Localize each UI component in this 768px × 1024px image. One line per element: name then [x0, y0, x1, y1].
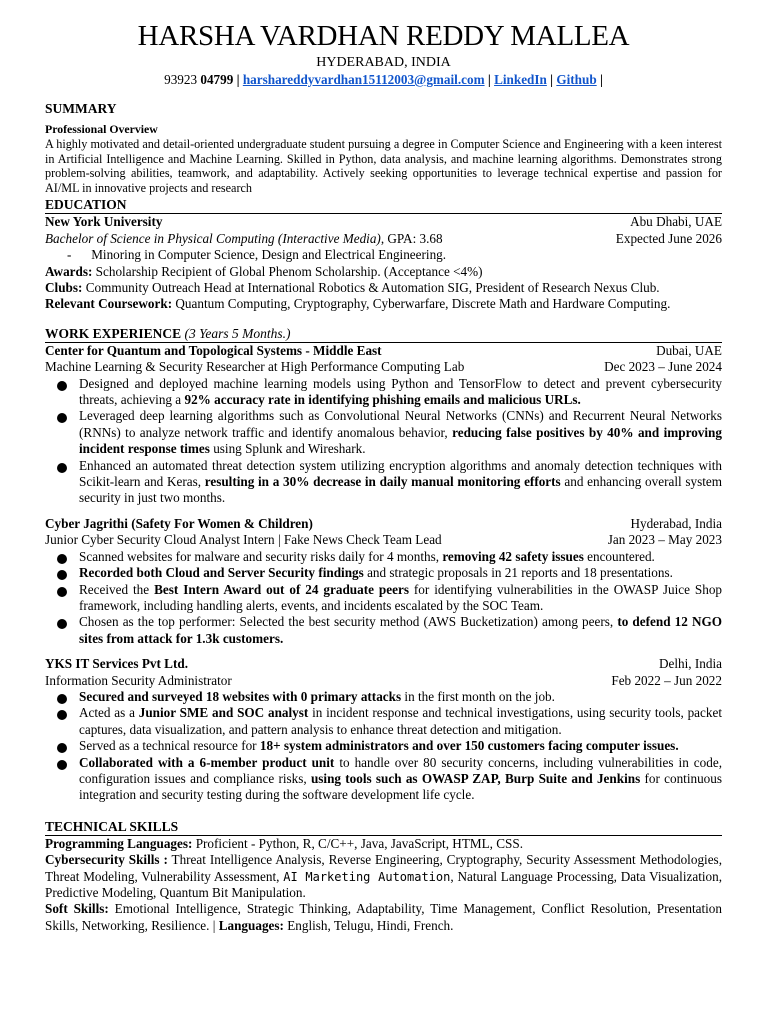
education-heading: EDUCATION — [45, 196, 722, 214]
programming-label: Programming Languages: — [45, 835, 193, 851]
job-org-row — [45, 343, 722, 359]
languages-label: Languages: — [218, 917, 284, 933]
list-item — [45, 565, 722, 581]
job-location: Delhi, India — [659, 656, 722, 672]
work-heading: WORK EXPERIENCE — [45, 325, 182, 341]
languages-text: English, Telugu, Hindi, French. — [283, 917, 454, 933]
bullet-highlight: reducing false positives by 40% and improving incident response times — [79, 424, 722, 457]
job-role-row — [45, 359, 722, 375]
cybersecurity-skills-line — [45, 852, 722, 901]
bullet-text: Served as a technical resource for — [79, 738, 260, 754]
bullet-text: using Splunk and Wireshark. — [209, 441, 366, 457]
expected-graduation: Expected June 2026 — [615, 230, 722, 246]
bullet-text: encountered. — [583, 548, 655, 564]
bullet-highlight: Secured and surveyed 18 websites with 0 primary attacks — [79, 688, 402, 704]
bullet-icon — [57, 619, 67, 629]
bullet-icon — [57, 710, 67, 720]
awards-text: Scholarship Recipient of Global Phenom Scholarship. (Acceptance <4%) — [92, 263, 483, 279]
cybersecurity-label: Cybersecurity Skills : — [45, 852, 168, 868]
soft-skills-text: Emotional Intelligence, Strategic Thinking, Adaptability, Time Management, Conflict Resolution, Presentation Skills, Networking, Resilience. | — [45, 901, 722, 933]
phone-prefix: 93923 — [164, 72, 201, 87]
job-role-row — [45, 532, 722, 548]
email-link[interactable]: harshareddyvardhan15112003@gmail.com — [242, 72, 485, 87]
bullet-text: for continuous integration and security testing during the software development life cycle. — [79, 770, 722, 803]
minor-dash: - — [67, 247, 72, 263]
bullet-highlight: to defend 12 NGO sites from attack for 1.3k customers. — [79, 614, 723, 646]
summary-subheading: Professional Overview — [45, 122, 158, 136]
soft-skills-label: Soft Skills: — [45, 901, 109, 917]
bullet-text: Acted as a — [79, 705, 139, 721]
bullet-icon — [57, 554, 67, 564]
bullet-icon — [57, 570, 67, 580]
education-degree-row — [45, 231, 722, 247]
job-role-row — [45, 673, 722, 689]
job-role: Information Security Administrator — [45, 672, 232, 688]
resume-page — [45, 18, 722, 934]
degree-line — [45, 231, 443, 247]
bullet-text: for identifying vulnerabilities in the OWASP Juice Shop framework, including handling alerts, events, and incidents escalated by the SOC Team. — [79, 581, 723, 613]
clubs-label: Clubs: — [45, 280, 83, 295]
bullet-highlight: Collaborated with a 6-member product unit — [79, 754, 335, 770]
github-link[interactable]: Github — [556, 72, 597, 87]
work-heading-row — [45, 325, 722, 343]
bullet-highlight: resulting in a 30% decrease in daily manual monitoring efforts — [204, 474, 561, 490]
summary-text: A highly motivated and detail-oriented undergraduate student pursuing a degree in Computer Science and Engineering with a keen interest in Artificial Intelligence and Machine Learning. Skilled in Python, data analysis, and machine learning algorithms. Demonstrates strong problem-solving abilities, teamwork, and adaptability. Actively seeking opportunities to leverage technical expertise and passion for AI/ML in innovative projects and research — [45, 137, 722, 195]
summary-heading: SUMMARY — [45, 101, 117, 116]
phone-suffix: 04799 — [200, 72, 234, 87]
job-bullets — [45, 549, 722, 647]
bullet-text: in incident response and technical investigations, using security tools, packet captures, data visualization, and pattern analysis to enhance threat detection and mitigation. — [79, 705, 722, 737]
contact-separator: | — [233, 72, 243, 87]
job-org-row — [45, 656, 722, 672]
bullet-text: and strategic proposals in 21 reports and 18 presentations. — [363, 565, 673, 581]
list-item — [45, 705, 722, 738]
bullet-text: Chosen as the top performer: Selected the best security method (AWS Bucketization) among peers, — [79, 614, 618, 630]
list-item — [45, 458, 722, 507]
cybersecurity-mono-text: AI Marketing Automation — [283, 869, 451, 884]
bullet-highlight: Junior SME and SOC analyst — [138, 705, 309, 721]
skills-heading: TECHNICAL SKILLS — [45, 818, 722, 836]
candidate-location: HYDERABAD, INDIA — [316, 55, 451, 70]
bullet-icon — [57, 463, 67, 473]
bullet-icon — [57, 381, 67, 391]
education-school-row — [45, 214, 722, 230]
bullet-text: Scanned websites for malware and security risks daily for 4 months, — [79, 548, 443, 564]
soft-skills-line — [45, 901, 722, 934]
school-location: Abu Dhabi, UAE — [630, 214, 722, 230]
bullet-highlight: using tools such as OWASP ZAP, Burp Suite and Jenkins — [310, 770, 641, 786]
programming-text: Proficient - Python, R, C/C++, Java, JavaScript, HTML, CSS. — [192, 835, 524, 851]
bullet-highlight: removing 42 safety issues — [442, 548, 584, 564]
awards-label: Awards: — [45, 263, 93, 279]
list-item — [45, 738, 722, 754]
job-org: YKS IT Services Pvt Ltd. — [45, 656, 188, 672]
bullet-highlight: 18+ system administrators and over 150 customers facing computer issues. — [259, 738, 679, 754]
bullet-icon — [57, 694, 67, 704]
contact-separator: | — [484, 72, 495, 87]
coursework-line — [45, 296, 722, 312]
job-org: Center for Quantum and Topological Systems - Middle East — [45, 342, 382, 358]
job-location: Hyderabad, India — [630, 515, 722, 531]
programming-languages-line — [45, 836, 722, 852]
cybersecurity-text: , Natural Language Processing, Data Visualization, Predictive Modeling, Quantum Bit Manipulation. — [45, 868, 723, 900]
minor-line — [45, 247, 722, 263]
list-item — [45, 582, 722, 615]
coursework-text: Quantum Computing, Cryptography, Cyberwarfare, Discrete Math and Hardware Computing. — [172, 296, 671, 312]
contact-separator: | — [546, 72, 557, 87]
list-item — [45, 689, 722, 705]
awards-line — [45, 264, 722, 280]
contact-separator: | — [596, 72, 603, 87]
list-item — [45, 408, 722, 457]
work-duration: (3 Years 5 Months.) — [184, 325, 291, 341]
bullet-text: Enhanced an automated threat detection system utilizing encryption algorithms and anomaly detection techniques with Scikit-learn and Keras, — [79, 457, 722, 490]
minor-text: Minoring in Computer Science, Design and Electrical Engineering. — [91, 247, 447, 263]
list-item — [45, 755, 722, 804]
bullet-text: to handle over 80 security concerns, including vulnerabilities in code, configuration issues and compliance risks, — [79, 754, 722, 786]
candidate-name: HARSHA VARDHAN REDDY MALLEA — [137, 20, 630, 52]
linkedin-link[interactable]: LinkedIn — [494, 72, 547, 87]
bullet-highlight: 92% accuracy rate in identifying phishing emails and malicious URLs. — [184, 392, 581, 408]
bullet-text: Leveraged deep learning algorithms such as Convolutional Neural Networks (CNNs) and Recurrent Neural Networks (RNNs) to analyze network traffic and identify anomalous behavior, — [79, 408, 722, 440]
degree-name: Bachelor of Science in Physical Computing (Interactive Media) — [45, 230, 381, 246]
job-org-row — [45, 516, 722, 532]
bullet-text: in the first month on the job. — [401, 688, 555, 704]
school-name: New York University — [45, 214, 163, 230]
job-bullets — [45, 689, 722, 804]
bullet-icon — [57, 413, 67, 423]
bullet-text: Received the — [79, 581, 155, 597]
job-bullets — [45, 376, 722, 507]
job-dates: Jan 2023 – May 2023 — [607, 532, 722, 548]
bullet-text: and enhancing overall system security in just two months. — [79, 474, 722, 506]
job-location: Dubai, UAE — [656, 342, 722, 358]
job-role: Machine Learning & Security Researcher at High Performance Computing Lab — [45, 359, 465, 375]
clubs-line — [45, 280, 722, 296]
job-dates: Feb 2022 – Jun 2022 — [611, 672, 722, 688]
bullet-highlight: Recorded both Cloud and Server Security findings — [79, 565, 364, 581]
list-item — [45, 614, 722, 647]
job-org: Cyber Jagrithi (Safety For Women & Children) — [45, 515, 313, 531]
bullet-icon — [57, 587, 67, 597]
list-item — [45, 549, 722, 565]
clubs-text: Community Outreach Head at International Robotics & Automation SIG, President of Research Nexus Club. — [82, 280, 660, 295]
list-item — [45, 376, 722, 409]
bullet-icon — [57, 760, 67, 770]
job-role: Junior Cyber Security Cloud Analyst Intern | Fake News Check Team Lead — [45, 532, 442, 548]
gpa: , GPA: 3.68 — [380, 230, 443, 246]
bullet-text: Designed and deployed machine learning models using Python and TensorFlow to detect and prevent cybersecurity threats, achieving a — [79, 375, 722, 408]
job-dates: Dec 2023 – June 2024 — [604, 359, 722, 375]
cybersecurity-text: Threat Intelligence Analysis, Reverse Engineering, Cryptography, Security Assessment Methodologies, Threat Modeling, Vulnerability Assessment, — [45, 852, 722, 884]
bullet-icon — [57, 743, 67, 753]
bullet-highlight: Best Intern Award out of 24 graduate peers — [154, 581, 409, 597]
coursework-label: Relevant Coursework: — [45, 296, 173, 312]
contact-line — [45, 71, 722, 88]
